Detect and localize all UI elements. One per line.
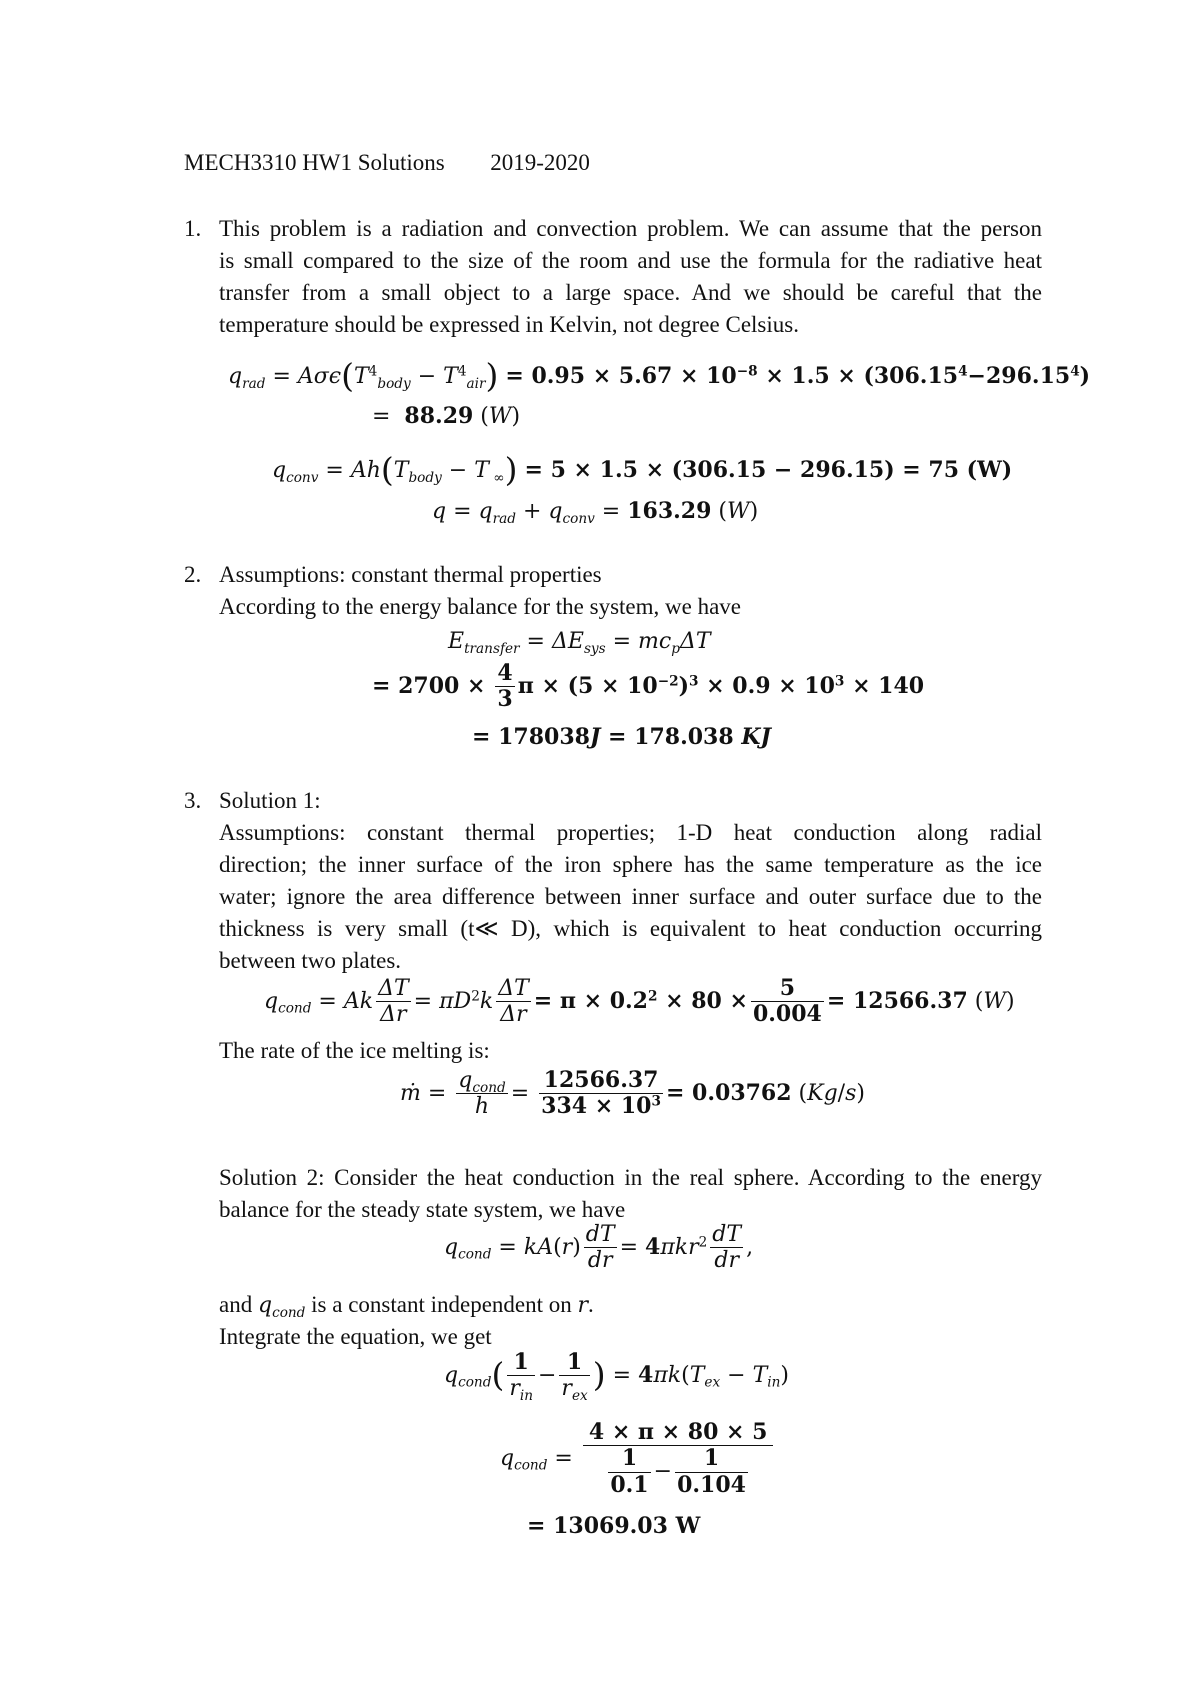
equation-energy-value: = 2700 × $\frac{4}{3}$ $\pi \times (5 \times 10^{-2})^3 \times 0.9 \times 10^3 \times 140$ <box>372 660 925 713</box>
equation-energy-result: = 178038J = 178.038 KJ <box>472 724 771 750</box>
q-rad-rhs: = 0.95 × 5.67 × 10 <box>505 363 737 390</box>
equation-final-result <box>527 1515 700 1538</box>
equation-q-total: $q = q_{rad} + q_{conv} = 163.29$ (W) <box>432 498 759 527</box>
problem-3-number: 3. <box>184 788 202 813</box>
integrated-denominator-a: 0.1 <box>610 1471 649 1498</box>
problem-2-assumptions: Assumptions: constant thermal properties <box>219 562 602 587</box>
mdot-denominator: 334 × 10 <box>541 1093 652 1120</box>
energy-value-d: × 140 <box>852 672 925 699</box>
problem-3-line: thickness is very small (t≪ D), which is equivalent to heat conduction occurring <box>219 916 1042 941</box>
solution-2-line: Solution 2: Consider the heat conduction in the real sphere. According to the energy <box>219 1165 1042 1190</box>
q-total-result: 163.29 <box>627 498 712 524</box>
equation-q-cond-differential: $q_{cond} = kA(r)$ $\frac{dT}{dr}$ = 4πkr$^2$ $\frac{dT}{dr}$ , <box>444 1222 754 1274</box>
equation-q-conv: $q_{conv} = Ah(T_{body} - T$ $_\infty$) = 5 × 1.5 × (306.15 − 296.15) = 75 (W) <box>272 450 1013 489</box>
solution-2-line: balance for the steady state system, we have <box>219 1197 626 1222</box>
constant-text: is a constant independent on <box>311 1292 572 1317</box>
mdot-result: = 0.03762 <box>665 1079 792 1106</box>
problem-3-line: water; ignore the area difference between inner surface and outer surface due to the <box>219 884 1042 909</box>
problem-2-energy-balance: According to the energy balance for the system, we have <box>219 594 741 619</box>
equation-integrated: $q_{cond}$( 1 $r_{in}$ − 1 $r_{ex}$ ) = $4\pi k(T_{ex} - T_{in})$ <box>444 1349 789 1405</box>
problem-1-line: transfer from a small object to a large space. And we should be careful that the <box>219 280 1042 305</box>
equation-q-rad-result: = 88.29 (W) <box>372 403 521 429</box>
q-cond-mid2: × 80 × <box>665 987 748 1014</box>
q-cond-mid: = π × 0.2 <box>533 987 648 1014</box>
equation-q-cond: $q_{cond} = Ak$ $\frac{\Delta T}{\Delta r}$ = $\pi D^2k$ $\frac{\Delta T}{\Delta r}$ = $\pi \times 0.2^2 \times 80$ × $\frac{5}{0.004}$ = 12566.37 (W) <box>264 975 1015 1028</box>
q-cond-denominator: 0.004 <box>752 1001 822 1028</box>
problem-3-line: direction; the inner surface of the iron sphere has the same temperature as the ice <box>219 852 1042 877</box>
q-rad-tail: × 1.5 × (306.15 <box>765 363 959 390</box>
q-rad-exponent: −8 <box>736 363 758 380</box>
final-result: = 13069.03 W <box>527 1513 701 1539</box>
problem-1-number: 1. <box>184 216 202 241</box>
integrate-line: Integrate the equation, we get <box>219 1324 492 1349</box>
integrated-numerator: 4 × π × 80 × 5 <box>588 1419 768 1445</box>
q-cond-numerator: 5 <box>779 975 796 1001</box>
q-rad-result: 88.29 <box>404 403 474 429</box>
energy-value-c: × 0.9 × 10 <box>706 672 835 699</box>
q-cond-result: = 12566.37 <box>826 987 968 1014</box>
fraction-four-thirds: $\frac{4}{3}$ <box>497 660 513 713</box>
constant-statement: and $q_{cond}$ is a constant independent on r. <box>219 1292 594 1321</box>
energy-value-b: π × (5 × 10 <box>517 672 658 699</box>
integrated-denominator-b: 0.104 <box>677 1471 746 1498</box>
equation-q-cond-value: $q_{cond}$ = 4 × π × 80 × 5 $\frac{1}{0.1}$ − $\frac{1}{0.104}$ <box>500 1420 776 1498</box>
ice-melting-line: The rate of the ice melting is: <box>219 1038 490 1063</box>
problem-3-line: between two plates. <box>219 948 402 973</box>
energy-value-a: = 2700 × <box>372 672 486 699</box>
problem-1-line: temperature should be expressed in Kelvin, not degree Celsius. <box>219 312 799 337</box>
energy-result-j: = 178038 <box>472 724 590 750</box>
energy-result-kj: = 178.038 <box>608 724 734 750</box>
problem-1-line: This problem is a radiation and convection problem. We can assume that the person <box>219 216 1042 241</box>
course-title: MECH3310 HW1 Solutions <box>184 150 445 175</box>
and-word: and <box>219 1292 253 1317</box>
mdot-numerator: 12566.37 <box>543 1067 659 1093</box>
problem-2-number: 2. <box>184 562 202 587</box>
solution-1-heading: Solution 1: <box>219 788 321 813</box>
academic-year: 2019-2020 <box>490 150 590 175</box>
equation-mdot: ṁ = $q_{cond}$ h = $\frac{12566.37}{334 \times 10^3}$ = 0.03762 (Kg/s) <box>400 1067 865 1120</box>
problem-3-line: Assumptions: constant thermal properties; 1-D heat conduction along radial <box>219 820 1042 845</box>
equation-energy-transfer: $E_{transfer} = \Delta E_{sys} = mc_p\Delta T$ <box>448 629 711 657</box>
problem-1-line: is small compared to the size of the room and use the formula for the radiative heat <box>219 248 1042 273</box>
equation-q-rad: $q_{rad} = A\sigma\epsilon(T^4_{body} - T^4_{air}) = 0.95 \times 5.67 \times 10^{-8} \times 1.5 \times (306.15^4-296.15^4)$ <box>228 356 1091 395</box>
document-title <box>184 151 590 174</box>
q-conv-rhs: = 5 × 1.5 × (306.15 − 296.15) = 75 (W) <box>524 457 1013 484</box>
